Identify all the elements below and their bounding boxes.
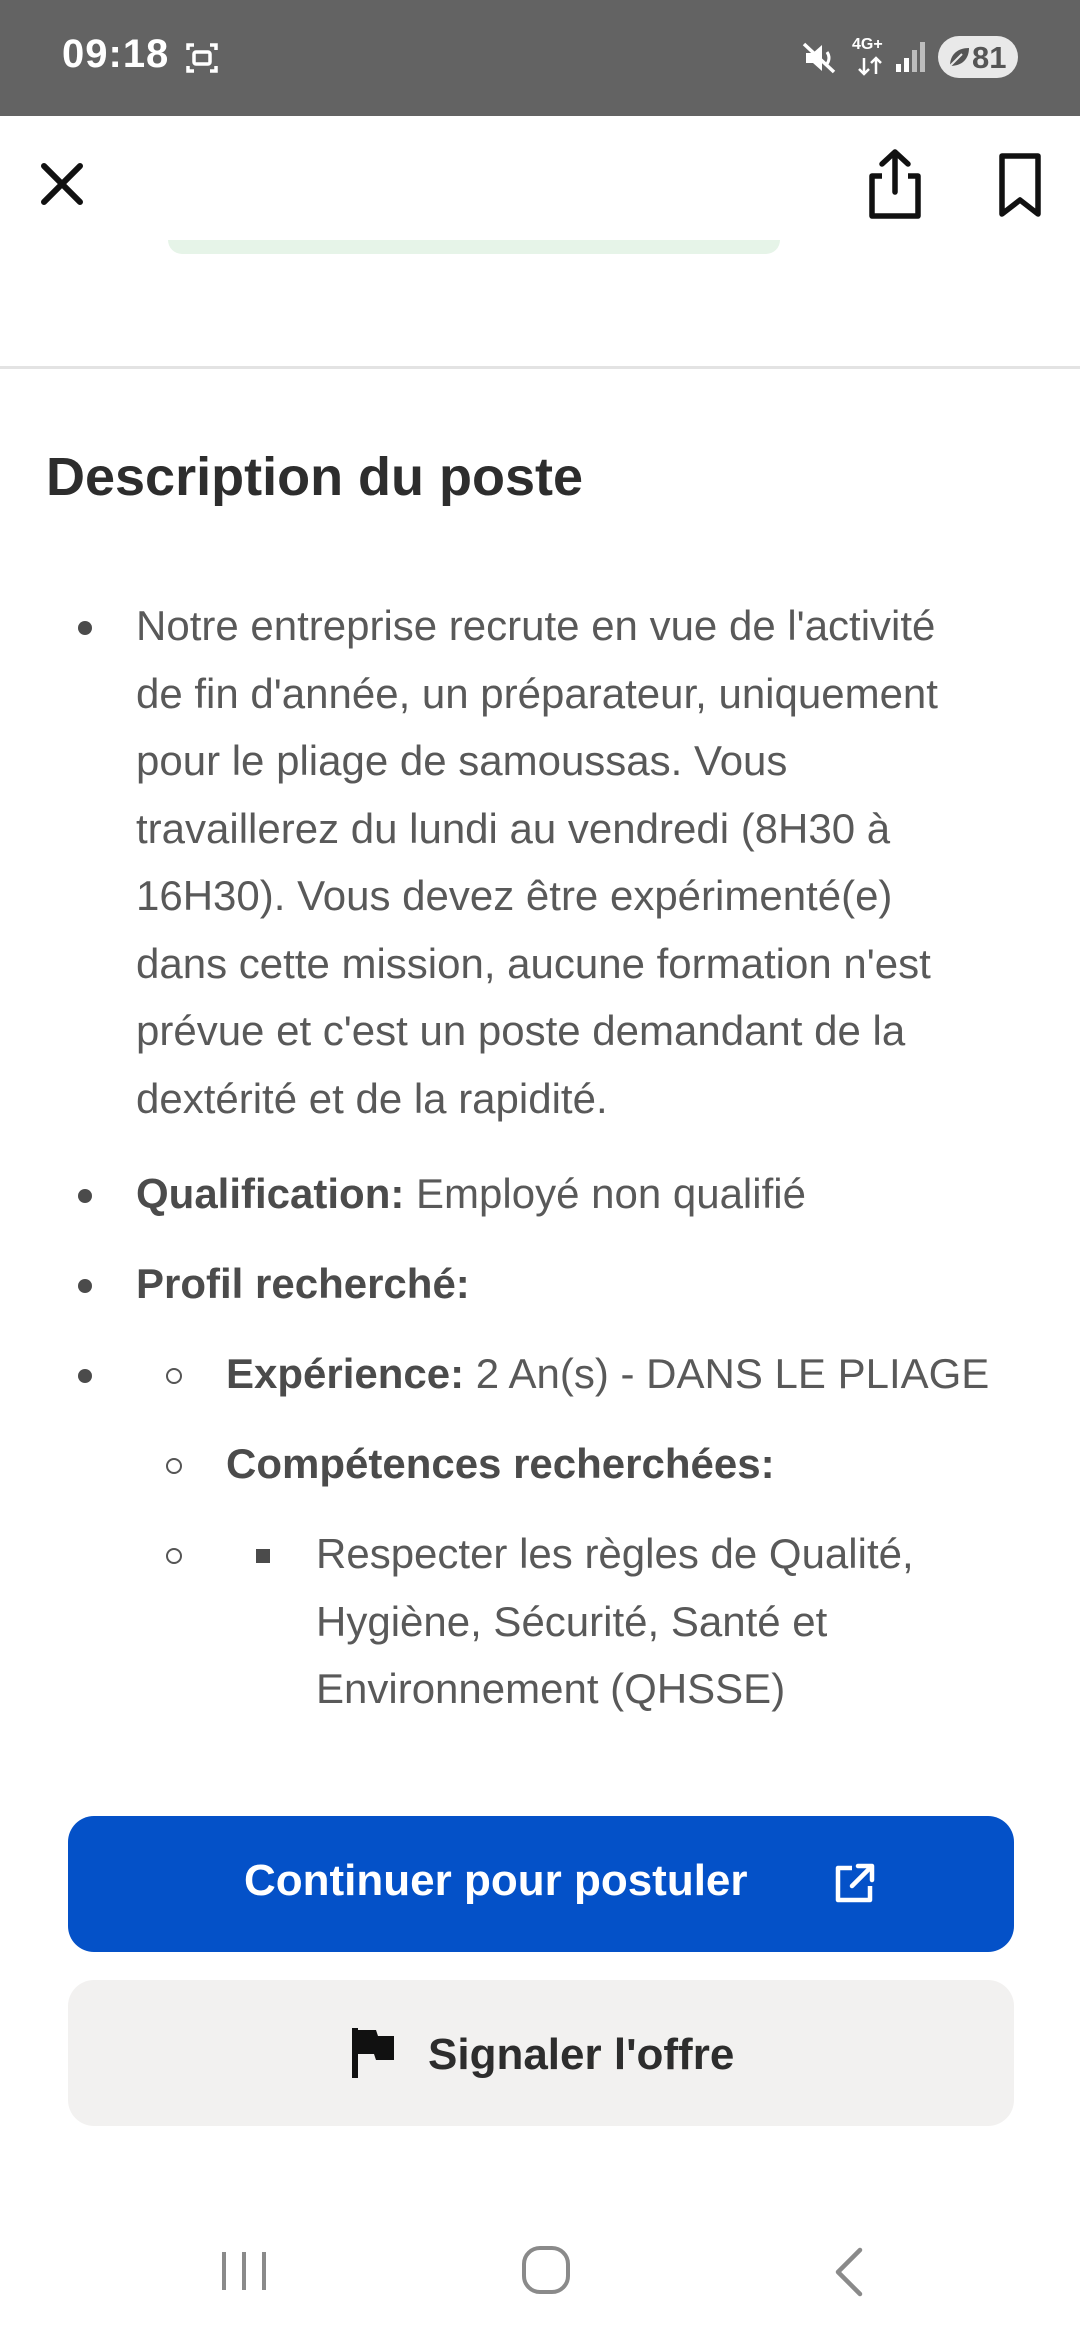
intro-line: prévue et c'est un poste demandant de la — [136, 1007, 906, 1054]
square-bullet — [256, 1549, 270, 1563]
battery-indicator — [938, 36, 1018, 78]
experience-label: Expérience: — [226, 1350, 465, 1397]
intro-line: 16H30). Vous devez être expérimenté(e) — [136, 872, 893, 919]
experience-item — [226, 1340, 989, 1408]
network-type: 4G+ — [852, 36, 883, 53]
report-offer-label: Signaler l'offre — [428, 2030, 735, 2079]
data-arrows-icon — [852, 34, 888, 78]
skill-line: Respecter les règles de Qualité, — [316, 1530, 914, 1577]
app-top-bar — [0, 116, 1080, 246]
external-link-icon — [832, 1860, 878, 1906]
circle-bullet — [166, 1548, 182, 1564]
bullet-dot — [78, 1279, 92, 1293]
skill-line: Environnement (QHSSE) — [316, 1665, 786, 1712]
status-bar — [0, 0, 1080, 116]
intro-line: dextérité et de la rapidité. — [136, 1074, 608, 1122]
intro-line: dans cette mission, aucune formation n'est — [136, 939, 931, 987]
signal-icon — [894, 38, 930, 74]
bullet-dot — [78, 621, 92, 635]
qualification-label: Qualification: — [136, 1170, 405, 1217]
qualification-value: Employé non qualifié — [416, 1170, 806, 1217]
system-navigation-bar — [0, 2200, 1080, 2340]
experience-value: 2 An(s) - DANS LE PLIAGE — [475, 1350, 990, 1397]
section-title: Description du poste — [46, 447, 584, 507]
profile-label: Profil recherché: — [136, 1260, 470, 1307]
bookmark-icon[interactable] — [990, 150, 1050, 220]
scrolled-banner-edge — [168, 240, 780, 254]
skills-label: Compétences recherchées: — [226, 1440, 775, 1487]
close-icon[interactable] — [30, 152, 94, 216]
intro-line: Notre entreprise recrute en vue de l'activité — [136, 602, 936, 649]
skill-line: Hygiène, Sécurité, Santé et — [316, 1597, 828, 1645]
intro-line: pour le pliage de samoussas. Vous — [136, 737, 788, 784]
bullet-dot — [78, 1369, 92, 1383]
report-offer-button[interactable] — [68, 1980, 1014, 2126]
back-icon[interactable] — [828, 2246, 870, 2298]
battery-saver-leaf-icon — [946, 44, 972, 70]
status-time: 09:18 — [62, 32, 170, 76]
bullet-dot — [78, 1189, 92, 1203]
recent-apps-icon[interactable] — [216, 2246, 272, 2296]
qualification-item — [136, 1160, 806, 1228]
flag-icon — [348, 2026, 398, 2080]
screen-capture-icon — [182, 38, 222, 78]
battery-level: 81 — [972, 40, 1007, 75]
intro-line: travaillerez du lundi au vendredi (8H30 à — [136, 804, 891, 852]
section-divider — [0, 366, 1080, 369]
mute-icon — [800, 38, 840, 78]
intro-line: de fin d'année, un préparateur, uniquement — [136, 669, 938, 717]
share-icon[interactable] — [860, 146, 930, 222]
apply-button[interactable] — [68, 1816, 1014, 1952]
circle-bullet — [166, 1458, 182, 1474]
apply-button-label: Continuer pour postuler — [244, 1856, 748, 1905]
circle-bullet — [166, 1368, 182, 1384]
home-icon[interactable] — [520, 2244, 572, 2296]
